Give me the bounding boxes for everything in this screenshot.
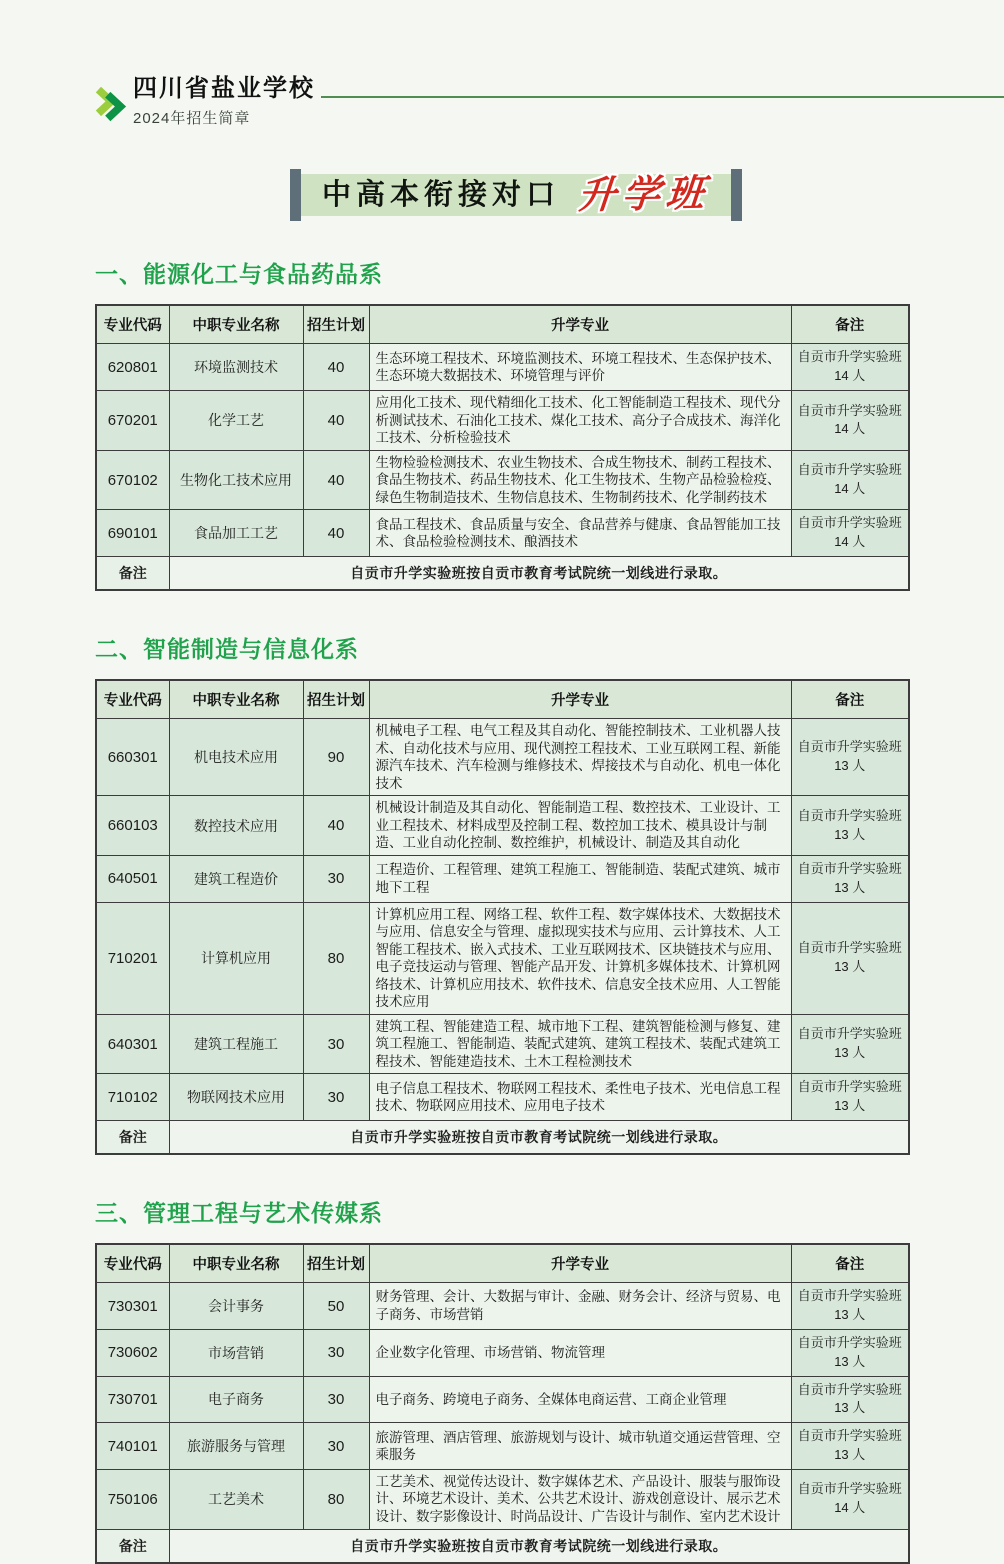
advancement-majors-cell: 计算机应用工程、网络工程、软件工程、数字媒体技术、大数据技术与应用、信息安全与管理、虚拟现实技术与应用、云计算技术、人工智能工程技术、嵌入式技术、工业互联网技术、区块链技术与应用、电子竞技运动与管理、智能产品开发、计算机多媒体技术、计算机网络技术、计算机应用技术、软件技术、信息安全技术应用、人工智能技术应用 bbox=[369, 902, 791, 1014]
remark-count: 13 人 bbox=[834, 1098, 866, 1114]
enrollment-plan-cell: 40 bbox=[303, 344, 369, 391]
remark-cell bbox=[791, 510, 909, 557]
column-header: 招生计划 bbox=[303, 680, 369, 719]
table-row bbox=[96, 391, 909, 451]
advancement-majors-cell: 电子商务、跨境电子商务、全媒体电商运营、工商企业管理 bbox=[369, 1376, 791, 1423]
column-header: 招生计划 bbox=[303, 305, 369, 344]
major-code-cell: 670201 bbox=[96, 391, 169, 451]
enrollment-plan-cell: 80 bbox=[303, 1469, 369, 1529]
major-code-cell: 730701 bbox=[96, 1376, 169, 1423]
remark-cell bbox=[791, 855, 909, 902]
banner-title-red: 升学班 bbox=[576, 173, 712, 218]
major-name-cell: 食品加工工艺 bbox=[169, 510, 303, 557]
note-label-cell: 备注 bbox=[96, 557, 169, 591]
enrollment-plan-cell: 80 bbox=[303, 902, 369, 1014]
enrollment-plan-cell: 30 bbox=[303, 1329, 369, 1376]
note-label-cell: 备注 bbox=[96, 1529, 169, 1563]
column-header: 中职专业名称 bbox=[169, 305, 303, 344]
major-code-cell: 690101 bbox=[96, 510, 169, 557]
column-header: 升学专业 bbox=[369, 305, 791, 344]
title-banner bbox=[290, 174, 742, 216]
major-name-cell: 物联网技术应用 bbox=[169, 1074, 303, 1121]
note-row bbox=[96, 1121, 909, 1155]
major-code-cell: 640301 bbox=[96, 1014, 169, 1074]
table-row bbox=[96, 796, 909, 856]
enrollment-plan-cell: 40 bbox=[303, 450, 369, 510]
column-header: 备注 bbox=[791, 680, 909, 719]
section-heading: 二、智能制造与信息化系 bbox=[95, 636, 359, 663]
remark-cell bbox=[791, 1329, 909, 1376]
table-row bbox=[96, 1376, 909, 1423]
major-code-cell: 730301 bbox=[96, 1283, 169, 1330]
remark-cell bbox=[791, 450, 909, 510]
remark-cell bbox=[791, 1283, 909, 1330]
remark-count: 14 人 bbox=[834, 534, 866, 550]
enrollment-plan-cell: 40 bbox=[303, 796, 369, 856]
department-section bbox=[95, 1195, 908, 1563]
table-row bbox=[96, 1329, 909, 1376]
remark-count: 14 人 bbox=[834, 368, 866, 384]
enrollment-plan-cell: 30 bbox=[303, 855, 369, 902]
table-row bbox=[96, 1469, 909, 1529]
banner-right-cap bbox=[731, 169, 742, 221]
remark-count: 13 人 bbox=[834, 959, 866, 975]
majors-table bbox=[95, 304, 910, 591]
major-name-cell: 环境监测技术 bbox=[169, 344, 303, 391]
remark-count: 14 人 bbox=[834, 1500, 866, 1516]
column-header: 备注 bbox=[791, 1244, 909, 1283]
table-row bbox=[96, 1014, 909, 1074]
double-chevron-right-icon bbox=[95, 84, 129, 124]
advancement-majors-cell: 工程造价、工程管理、建筑工程施工、智能制造、装配式建筑、城市地下工程 bbox=[369, 855, 791, 902]
note-text-cell: 自贡市升学实验班按自贡市教育考试院统一划线进行录取。 bbox=[169, 1529, 909, 1563]
remark-text: 自贡市升学实验班 bbox=[797, 1079, 902, 1095]
remark-cell bbox=[791, 1014, 909, 1074]
enrollment-plan-cell: 30 bbox=[303, 1376, 369, 1423]
remark-count: 13 人 bbox=[834, 1353, 866, 1369]
remark-text: 自贡市升学实验班 bbox=[797, 402, 902, 418]
major-name-cell: 工艺美术 bbox=[169, 1469, 303, 1529]
advancement-majors-cell: 企业数字化管理、市场营销、物流管理 bbox=[369, 1329, 791, 1376]
table-header-row bbox=[96, 305, 909, 344]
advancement-majors-cell: 旅游管理、酒店管理、旅游规划与设计、城市轨道交通运营管理、空乘服务 bbox=[369, 1423, 791, 1470]
major-code-cell: 660103 bbox=[96, 796, 169, 856]
table-row bbox=[96, 344, 909, 391]
remark-text: 自贡市升学实验班 bbox=[797, 1026, 902, 1042]
remark-text: 自贡市升学实验班 bbox=[797, 1428, 902, 1444]
major-name-cell: 建筑工程施工 bbox=[169, 1014, 303, 1074]
advancement-majors-cell: 生物检验检测技术、农业生物技术、合成生物技术、制药工程技术、食品生物技术、药品生物技术、化工生物技术、生物产品检验检疫、绿色生物制造技术、生物信息技术、生物制药技术、化学制药技术 bbox=[369, 450, 791, 510]
major-name-cell: 机电技术应用 bbox=[169, 719, 303, 796]
major-name-cell: 化学工艺 bbox=[169, 391, 303, 451]
column-header: 升学专业 bbox=[369, 680, 791, 719]
remark-count: 13 人 bbox=[834, 879, 866, 895]
major-name-cell: 电子商务 bbox=[169, 1376, 303, 1423]
remark-text: 自贡市升学实验班 bbox=[797, 462, 902, 478]
remark-cell bbox=[791, 344, 909, 391]
majors-table bbox=[95, 1243, 910, 1563]
table-row bbox=[96, 1283, 909, 1330]
remark-count: 13 人 bbox=[834, 758, 866, 774]
remark-cell bbox=[791, 902, 909, 1014]
section-heading: 三、管理工程与艺术传媒系 bbox=[95, 1200, 383, 1227]
remark-text: 自贡市升学实验班 bbox=[797, 1381, 902, 1397]
major-code-cell: 710201 bbox=[96, 902, 169, 1014]
enrollment-plan-cell: 90 bbox=[303, 719, 369, 796]
major-name-cell: 会计事务 bbox=[169, 1283, 303, 1330]
remark-cell bbox=[791, 1074, 909, 1121]
remark-text: 自贡市升学实验班 bbox=[797, 1288, 902, 1304]
note-row bbox=[96, 1529, 909, 1563]
note-row bbox=[96, 557, 909, 591]
header-title-block bbox=[133, 76, 1004, 128]
remark-text: 自贡市升学实验班 bbox=[797, 515, 902, 531]
remark-text: 自贡市升学实验班 bbox=[797, 1481, 902, 1497]
remark-text: 自贡市升学实验班 bbox=[797, 940, 902, 956]
advancement-majors-cell: 应用化工技术、现代精细化工技术、化工智能制造工程技术、现代分析测试技术、石油化工技术、煤化工技术、高分子合成技术、海洋化工技术、分析检验技术 bbox=[369, 391, 791, 451]
major-code-cell: 750106 bbox=[96, 1469, 169, 1529]
major-code-cell: 620801 bbox=[96, 344, 169, 391]
column-header: 专业代码 bbox=[96, 680, 169, 719]
remark-cell bbox=[791, 391, 909, 451]
school-name: 四川省盐业学校 bbox=[133, 76, 315, 102]
enrollment-plan-cell: 50 bbox=[303, 1283, 369, 1330]
advancement-majors-cell: 工艺美术、视觉传达设计、数字媒体艺术、产品设计、服装与服饰设计、环境艺术设计、美术、公共艺术设计、游戏创意设计、展示艺术设计、数字影像设计、时尚品设计、广告设计与制作、室内艺术设计 bbox=[369, 1469, 791, 1529]
major-name-cell: 旅游服务与管理 bbox=[169, 1423, 303, 1470]
remark-count: 13 人 bbox=[834, 1447, 866, 1463]
major-name-cell: 数控技术应用 bbox=[169, 796, 303, 856]
advancement-majors-cell: 建筑工程、智能建造工程、城市地下工程、建筑智能检测与修复、建筑工程施工、智能制造、装配式建筑、建筑工程技术、装配式建筑工程技术、智能建造技术、土木工程检测技术 bbox=[369, 1014, 791, 1074]
column-header: 招生计划 bbox=[303, 1244, 369, 1283]
remark-cell bbox=[791, 1423, 909, 1470]
column-header: 升学专业 bbox=[369, 1244, 791, 1283]
remark-text: 自贡市升学实验班 bbox=[797, 1334, 902, 1350]
enrollment-plan-cell: 40 bbox=[303, 510, 369, 557]
remark-count: 14 人 bbox=[834, 481, 866, 497]
major-code-cell: 640501 bbox=[96, 855, 169, 902]
advancement-majors-cell: 电子信息工程技术、物联网工程技术、柔性电子技术、光电信息工程技术、物联网应用技术、应用电子技术 bbox=[369, 1074, 791, 1121]
major-code-cell: 710102 bbox=[96, 1074, 169, 1121]
column-header: 中职专业名称 bbox=[169, 1244, 303, 1283]
header-subtitle: 2024年招生简章 bbox=[133, 110, 251, 128]
advancement-majors-cell: 机械电子工程、电气工程及其自动化、智能控制技术、工业机器人技术、自动化技术与应用、现代测控工程技术、工业互联网工程、新能源汽车技术、汽车检测与维修技术、焊接技术与自动化、机电一体化技术 bbox=[369, 719, 791, 796]
header-divider bbox=[321, 96, 1004, 98]
remark-cell bbox=[791, 1469, 909, 1529]
table-row bbox=[96, 1074, 909, 1121]
remark-count: 13 人 bbox=[834, 1400, 866, 1416]
major-code-cell: 740101 bbox=[96, 1423, 169, 1470]
remark-count: 14 人 bbox=[834, 421, 866, 437]
major-name-cell: 市场营销 bbox=[169, 1329, 303, 1376]
remark-cell bbox=[791, 719, 909, 796]
page-header bbox=[95, 0, 1004, 128]
remark-count: 13 人 bbox=[834, 1045, 866, 1061]
department-section bbox=[95, 256, 908, 591]
department-section bbox=[95, 631, 908, 1155]
major-name-cell: 建筑工程造价 bbox=[169, 855, 303, 902]
remark-text: 自贡市升学实验班 bbox=[797, 807, 902, 823]
enrollment-plan-cell: 30 bbox=[303, 1014, 369, 1074]
table-row bbox=[96, 902, 909, 1014]
column-header: 中职专业名称 bbox=[169, 680, 303, 719]
advancement-majors-cell: 机械设计制造及其自动化、智能制造工程、数控技术、工业设计、工业工程技术、材料成型及控制工程、数控加工技术、模具设计与制造、工业自动化控制、数控维护，机械设计、制造及其自动化 bbox=[369, 796, 791, 856]
remark-text: 自贡市升学实验班 bbox=[797, 349, 902, 365]
table-row bbox=[96, 1423, 909, 1470]
remark-cell bbox=[791, 1376, 909, 1423]
major-code-cell: 660301 bbox=[96, 719, 169, 796]
note-text-cell: 自贡市升学实验班按自贡市教育考试院统一划线进行录取。 bbox=[169, 557, 909, 591]
table-row bbox=[96, 510, 909, 557]
enrollment-plan-cell: 30 bbox=[303, 1423, 369, 1470]
advancement-majors-cell: 生态环境工程技术、环境监测技术、环境工程技术、生态保护技术、生态环境大数据技术、环境管理与评价 bbox=[369, 344, 791, 391]
banner-left-cap bbox=[290, 169, 301, 221]
remark-count: 13 人 bbox=[834, 1307, 866, 1323]
table-row bbox=[96, 719, 909, 796]
note-label-cell: 备注 bbox=[96, 1121, 169, 1155]
table-header-row bbox=[96, 680, 909, 719]
major-code-cell: 670102 bbox=[96, 450, 169, 510]
remark-cell bbox=[791, 796, 909, 856]
major-code-cell: 730602 bbox=[96, 1329, 169, 1376]
column-header: 专业代码 bbox=[96, 1244, 169, 1283]
major-name-cell: 计算机应用 bbox=[169, 902, 303, 1014]
table-row bbox=[96, 450, 909, 510]
note-text-cell: 自贡市升学实验班按自贡市教育考试院统一划线进行录取。 bbox=[169, 1121, 909, 1155]
remark-text: 自贡市升学实验班 bbox=[797, 860, 902, 876]
column-header: 备注 bbox=[791, 305, 909, 344]
enrollment-plan-cell: 40 bbox=[303, 391, 369, 451]
sections bbox=[95, 256, 908, 1563]
banner-title-black: 中高本衔接对口 bbox=[321, 178, 560, 211]
majors-table bbox=[95, 679, 910, 1155]
remark-text: 自贡市升学实验班 bbox=[797, 739, 902, 755]
remark-count: 13 人 bbox=[834, 826, 866, 842]
table-header-row bbox=[96, 1244, 909, 1283]
advancement-majors-cell: 食品工程技术、食品质量与安全、食品营养与健康、食品智能加工技术、食品检验检测技术、酿酒技术 bbox=[369, 510, 791, 557]
table-row bbox=[96, 855, 909, 902]
major-name-cell: 生物化工技术应用 bbox=[169, 450, 303, 510]
advancement-majors-cell: 财务管理、会计、大数据与审计、金融、财务会计、经济与贸易、电子商务、市场营销 bbox=[369, 1283, 791, 1330]
column-header: 专业代码 bbox=[96, 305, 169, 344]
section-heading: 一、能源化工与食品药品系 bbox=[95, 261, 383, 288]
enrollment-plan-cell: 30 bbox=[303, 1074, 369, 1121]
